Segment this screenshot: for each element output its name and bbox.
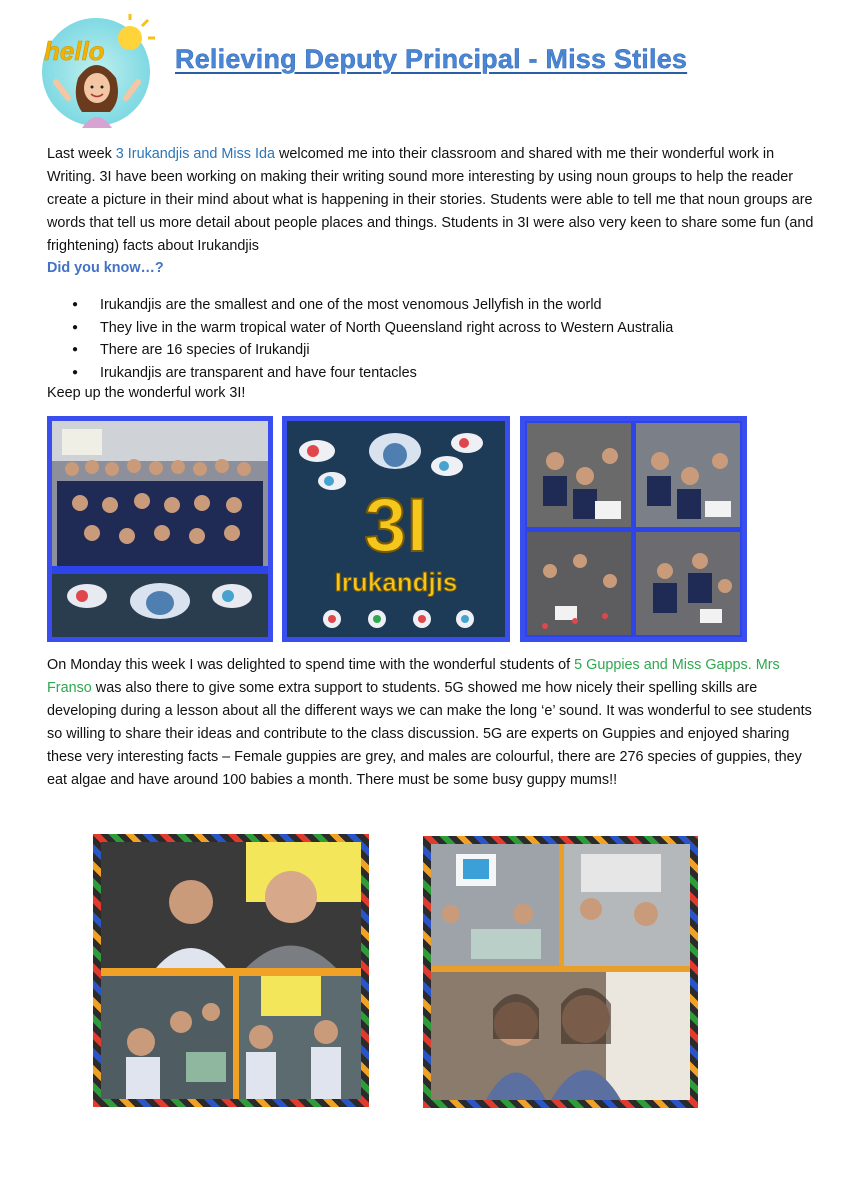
class-3i-collage-photo xyxy=(520,416,747,642)
fact-item: ● Irukandjis are transparent and have four tentacles xyxy=(47,362,807,385)
hello-text: hello xyxy=(44,36,105,66)
page-title: Relieving Deputy Principal - Miss Stiles xyxy=(175,44,688,74)
hello-badge-image xyxy=(38,14,156,128)
facts-list xyxy=(47,294,807,384)
did-you-know-heading: Did you know…? xyxy=(47,260,164,276)
keep-up-text: Keep up the wonderful work 3I! xyxy=(47,385,246,401)
second-paragraph xyxy=(47,654,817,792)
class-3i-group-photo xyxy=(47,416,273,642)
second-body: was also there to give some extra support to students. 5G showed me how nicely their spelling skills are developing during a lesson about all the different ways we can make the long ‘e’ sound. It was wonderful to see students so willing to share their ideas and contribute to the class discussion. 5G are experts on Guppies and enjoyed sharing these very interesting facts – Female guppies are grey, and males are colourful, there are 276 species of guppies, they eat algae and have around 100 babies a month. There must be some busy guppy mums!! xyxy=(47,680,812,788)
second-class-name: 5 Guppies and Miss Gapps. Mrs Franso xyxy=(47,657,780,696)
intro-class-name: 3 Irukandjis and Miss Ida xyxy=(115,146,275,162)
intro-body: welcomed me into their classroom and shared with me their wonderful work in Writing. 3I have been working on making their writing sound more interesting by using noun groups to help the reader create a picture in their mind about what is happening in their stories. Students were able to tell me that noun groups are words that tell us more detail about people places and things. Students in 3I were also very keen to share some fun (and frightening) facts about Irukandjis xyxy=(47,146,814,254)
irukandjis-poster-photo xyxy=(282,416,510,642)
fact-item: ● They live in the warm tropical water of North Queensland right across to Western Australia xyxy=(47,317,807,340)
fact-item: ● There are 16 species of Irukandji xyxy=(47,339,807,362)
fact-item: ● Irukandjis are the smallest and one of the most venomous Jellyfish in the world xyxy=(47,294,807,317)
second-lead: On Monday this week I was delighted to spend time with the wonderful students of xyxy=(47,657,575,673)
poster-big-text: 3I xyxy=(364,483,428,568)
class-5g-collage-photo-right xyxy=(423,836,698,1108)
intro-paragraph xyxy=(47,143,817,258)
intro-lead: Last week xyxy=(47,146,116,162)
class-5g-collage-photo-left xyxy=(93,834,369,1107)
poster-name-text: Irukandjis xyxy=(334,567,458,597)
